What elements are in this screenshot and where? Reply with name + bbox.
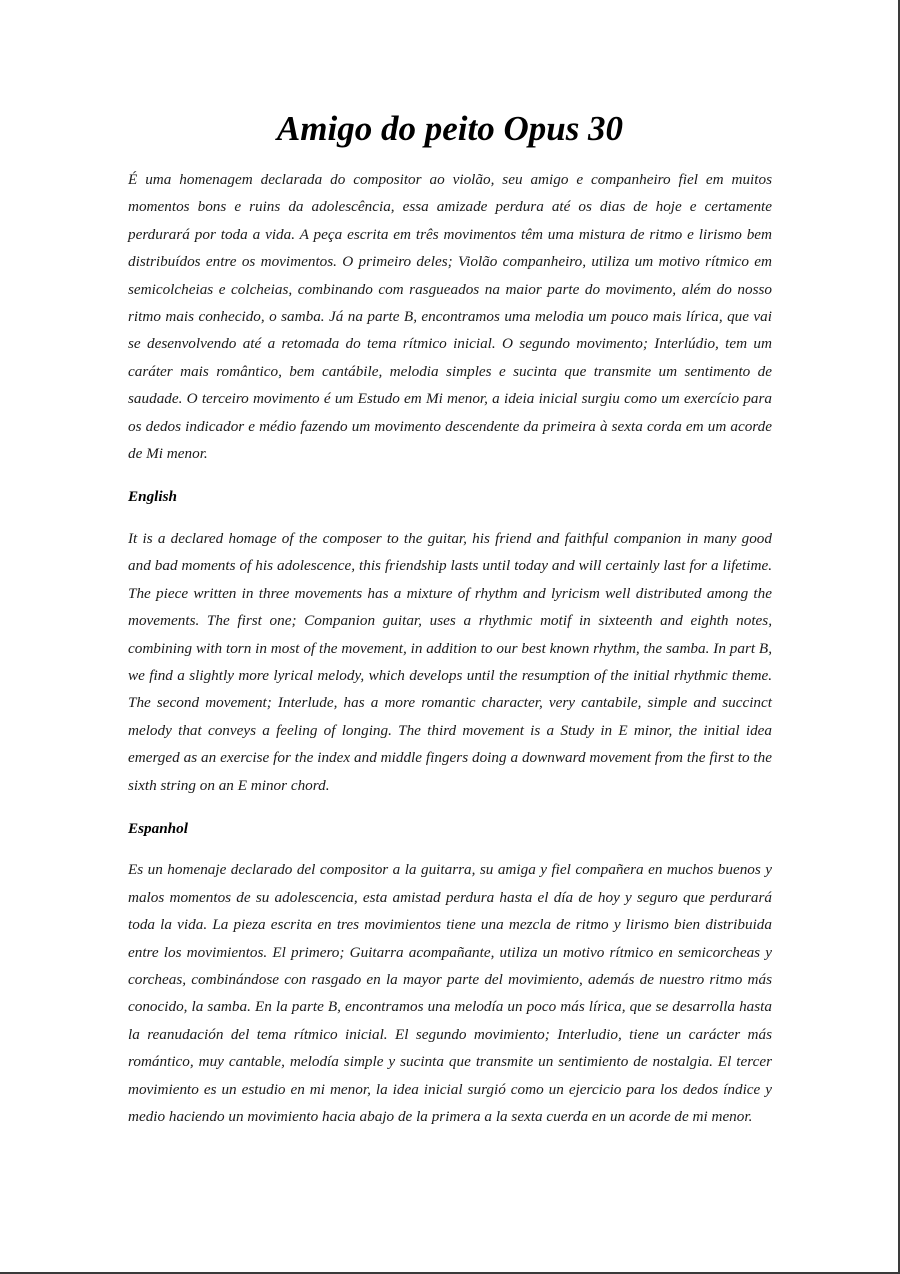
page-content	[128, 108, 772, 1130]
spanish-heading: Espanhol	[128, 819, 188, 837]
english-paragraph: It is a declared homage of the composer to the guitar, his friend and faithful companion in many good and bad moments of his adolescence, this friendship lasts until today and will certainly last for a lifetime. The piece written in three movements has a mixture of rhythm and lyricism well distributed among the movements. The first one; Companion guitar, uses a rhythmic motif in sixteenth and eighth notes, combining with torn in most of the movement, in addition to our best known rhythm, the samba. In part B, we find a slightly more lyrical melody, which develops until the resumption of the initial rhythmic theme. The second movement; Interlude, has a more romantic character, very cantabile, simple and succinct melody that conveys a feeling of longing. The third movement is a Study in E minor, the initial idea emerged as an exercise for the index and middle fingers doing a downward movement from the first to the sixth string on an E minor chord.	[128, 529, 772, 794]
page-title: Amigo do peito Opus 30	[276, 109, 624, 148]
spanish-paragraph: Es un homenaje declarado del compositor a la guitarra, su amiga y fiel compañera en muchos buenos y malos momentos de su adolescencia, esta amistad perdura hasta el día de hoy y seguro que perdurará toda la vida. La pieza escrita en tres movimientos tiene una mezcla de ritmo y lirismo bien distribuida entre los movimientos. El primero; Guitarra acompañante, utiliza un motivo rítmico en semicorcheas y corcheas, combinándose con rasgado en la mayor parte del movimiento, además de nuestro ritmo más conocido, la samba. En la parte B, encontramos una melodía un poco más lírica, que se desarrolla hasta la reanudación del tema rítmico inicial. El segundo movimiento; Interludio, tiene un carácter más romántico, muy cantable, melodía simple y sucinta que transmite un sentimiento de nostalgia. El tercer movimiento es un estudio en mi menor, la idea inicial surgió como un ejercicio para los dedos índice y medio haciendo un movimiento hacia abajo de la primera a la sexta cuerda en un acorde de mi menor.	[128, 861, 772, 1125]
portuguese-paragraph: É uma homenagem declarada do compositor ao violão, seu amigo e companheiro fiel em muitos momentos bons e ruins da adolescência, essa amizade perdura até os dias de hoje e certamente perdurará por toda a vida. A peça escrita em três movimentos têm uma mistura de ritmo e lirismo bem distribuídos entre os movimentos. O primeiro deles; Violão companheiro, utiliza um motivo rítmico em semicolcheias e colcheias, combinando com rasgueados na maior parte do movimento, além do nosso ritmo mais conhecido, o samba. Já na parte B, encontramos uma melodia um pouco mais lírica, que vai se desenvolvendo até a retomada do tema rítmico inicial. O segundo movimento; Interlúdio, tem um caráter mais romântico, bem cantábile, melodia simples e sucinta que transmite um sentimento de saudade. O terceiro movimento é um Estudo em Mi menor, a ideia inicial surgiu como um exercício para os dedos indicador e médio fazendo um movimento descendente da primeira à sexta corda em um acorde de Mi menor.	[128, 171, 772, 463]
english-heading: English	[128, 488, 177, 506]
